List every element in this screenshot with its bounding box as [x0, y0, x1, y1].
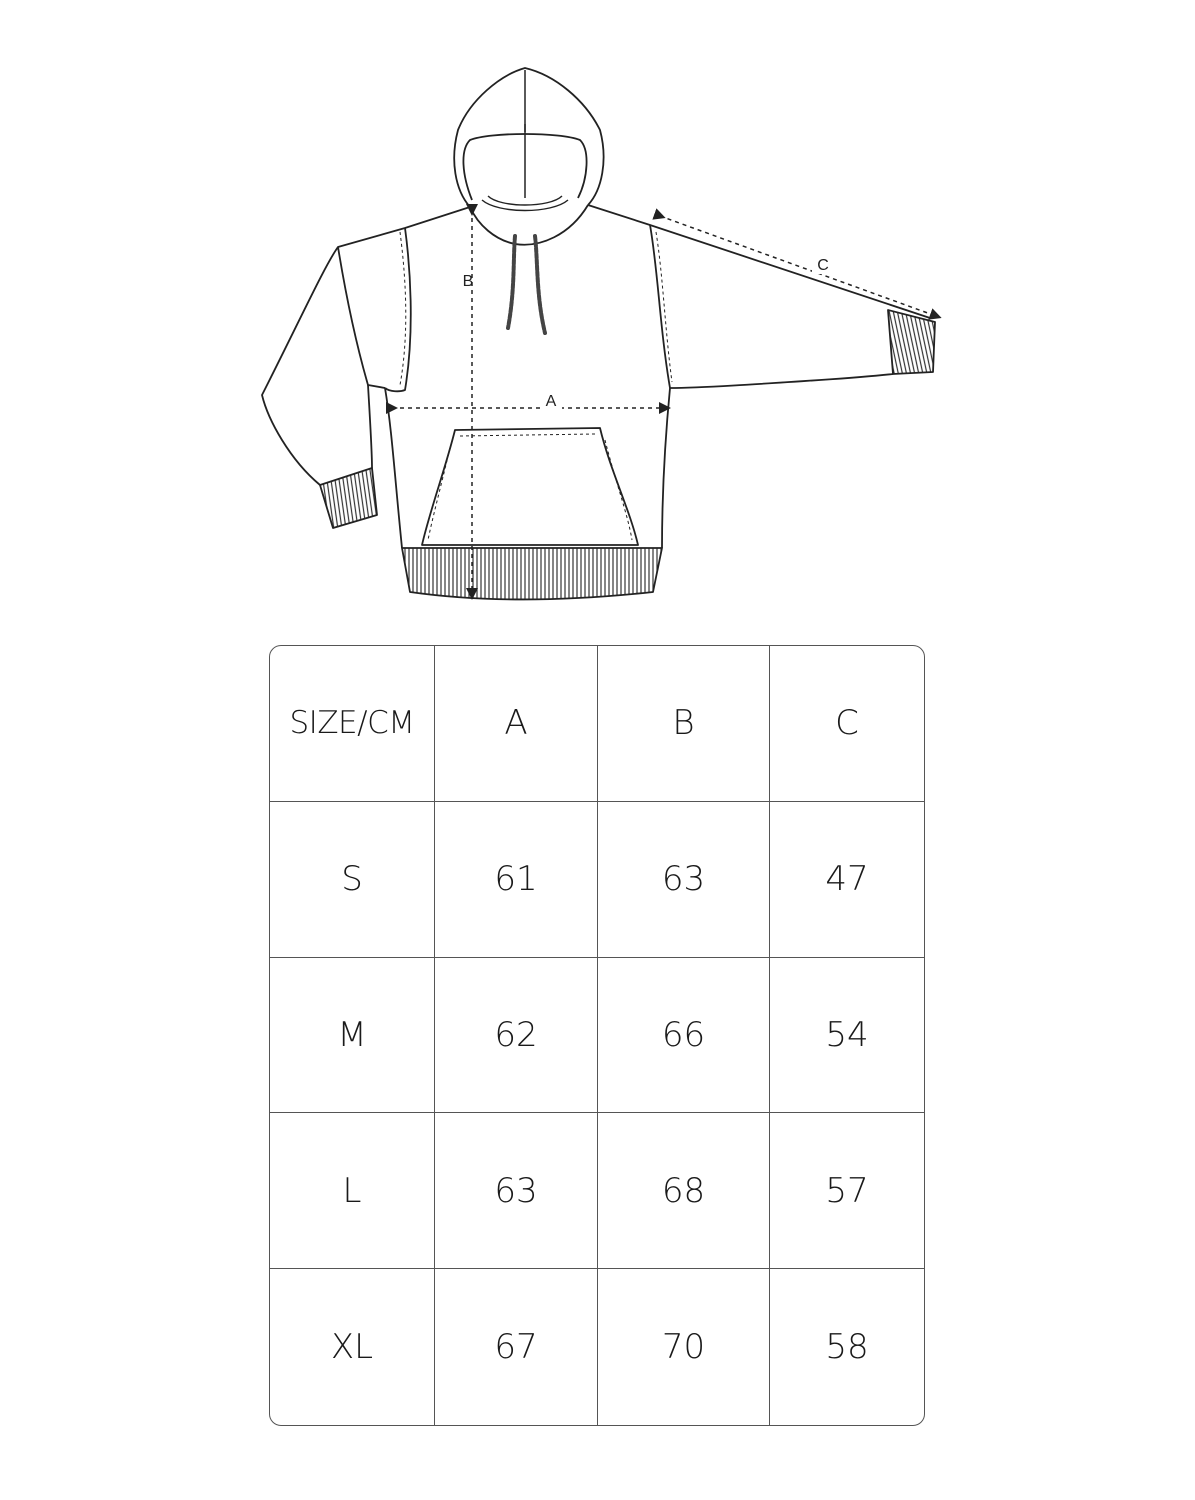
- table-cell: 47: [770, 802, 924, 958]
- label-a: A: [545, 393, 557, 410]
- table-cell: 62: [435, 958, 598, 1114]
- size-label: L: [270, 1113, 435, 1269]
- kangaroo-pocket: [422, 428, 638, 545]
- table-cell: 63: [435, 1113, 598, 1269]
- left-cuff: [320, 468, 377, 528]
- size-label: S: [270, 802, 435, 958]
- size-table: [269, 645, 925, 1426]
- header-a: A: [435, 646, 598, 802]
- drawstrings: [508, 236, 545, 333]
- table-cell: 68: [598, 1113, 770, 1269]
- header-c: C: [770, 646, 924, 802]
- size-label: XL: [270, 1269, 435, 1425]
- table-cell: 70: [598, 1269, 770, 1425]
- label-c: C: [817, 257, 829, 274]
- table-cell: 58: [825, 1327, 869, 1368]
- table-cell: 54: [770, 958, 924, 1114]
- table-cell: 63: [598, 802, 770, 958]
- measure-c: [660, 216, 936, 316]
- table-cell: 61: [435, 802, 598, 958]
- header-b: B: [598, 646, 770, 802]
- label-b: B: [462, 273, 474, 290]
- table-cell: 67: [435, 1269, 598, 1425]
- hoodie-outline: [262, 68, 935, 600]
- header-size: SIZE/CM: [270, 646, 435, 802]
- table-cell: 57: [770, 1113, 924, 1269]
- size-label: M: [270, 958, 435, 1114]
- hem-rib: [402, 548, 662, 600]
- right-cuff: [888, 310, 935, 374]
- hoodie-diagram: [0, 0, 1195, 620]
- table-cell: 66: [598, 958, 770, 1114]
